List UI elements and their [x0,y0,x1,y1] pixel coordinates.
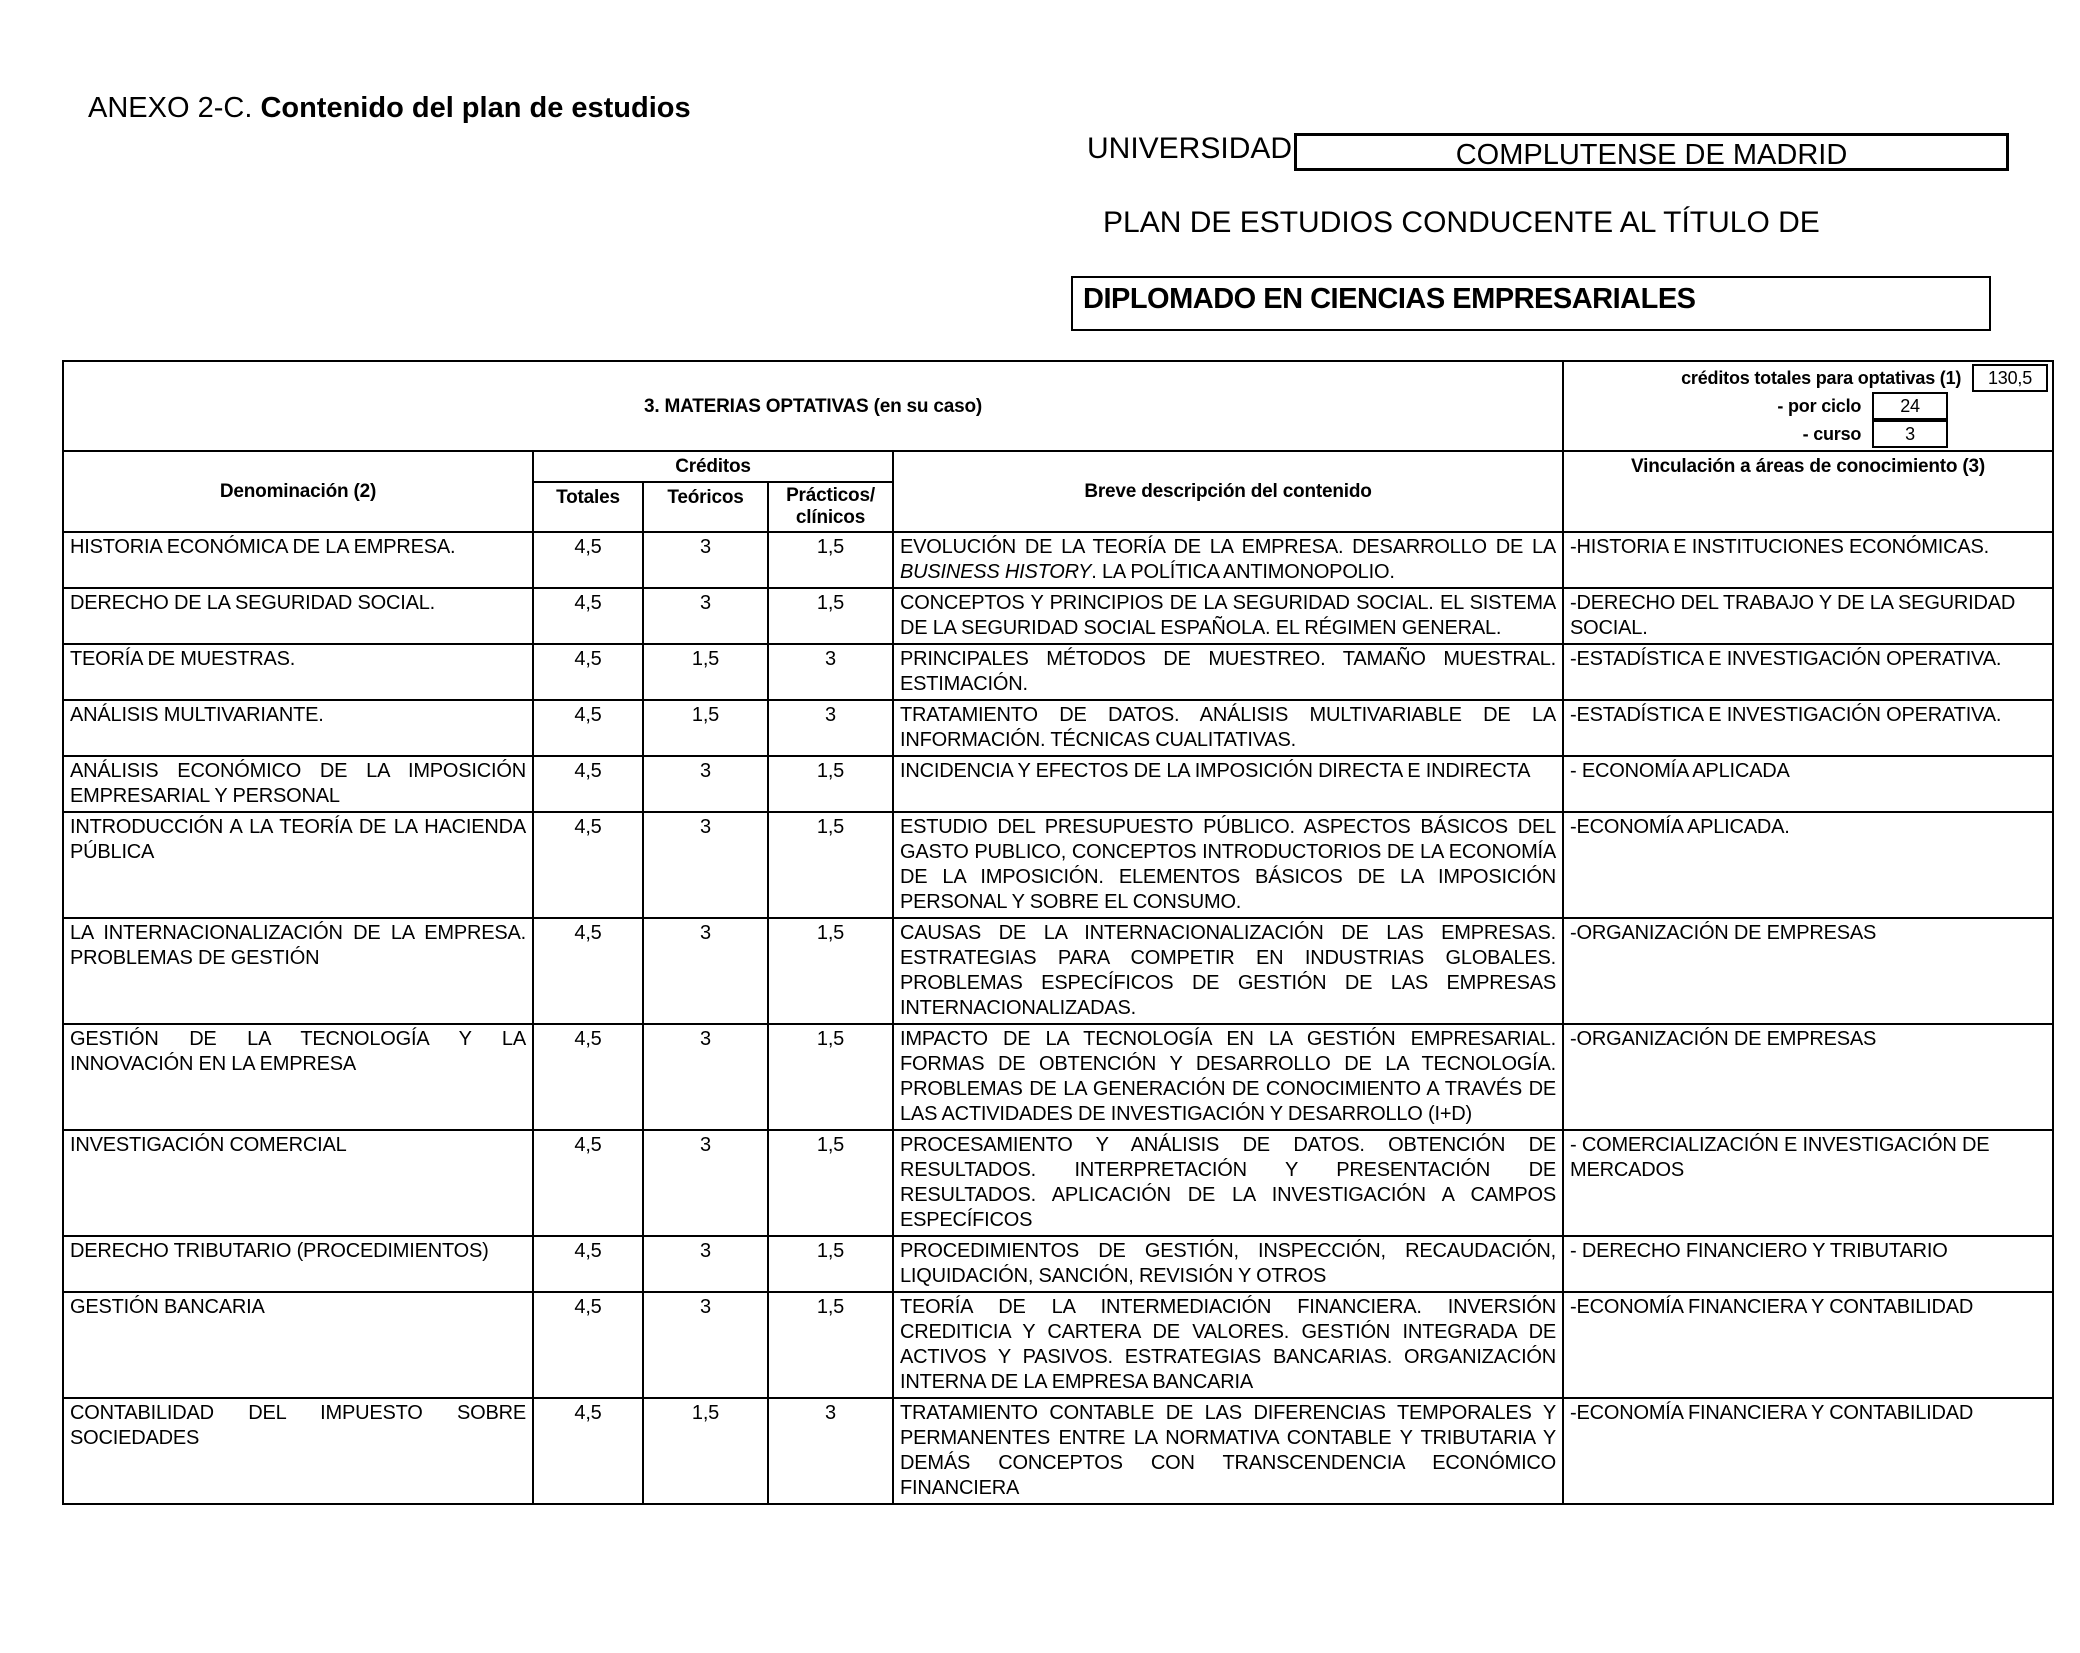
credits-total: 4,5 [533,1292,643,1398]
subject-name: ANÁLISIS ECONÓMICO DE LA IMPOSICIÓN EMPRESARIAL Y PERSONAL [63,756,533,812]
subject-name: CONTABILIDAD DEL IMPUESTO SOBRE SOCIEDADES [63,1398,533,1504]
per-course-label: - curso [1802,424,1862,444]
subject-description: TRATAMIENTO DE DATOS. ANÁLISIS MULTIVARIABLE DE LA INFORMACIÓN. TÉCNICAS CUALITATIVAS. [893,700,1563,756]
credits-theory: 3 [643,1292,768,1398]
credits-theory: 3 [643,588,768,644]
table-row [63,812,2053,918]
credits-total: 4,5 [533,1398,643,1504]
knowledge-area: - ECONOMÍA APLICADA [1563,756,2053,812]
credits-total: 4,5 [533,1236,643,1292]
credits-total: 4,5 [533,588,643,644]
subject-description: ESTUDIO DEL PRESUPUESTO PÚBLICO. ASPECTOS BÁSICOS DEL GASTO PUBLICO, CONCEPTOS INTRODUCTORIOS DE LA ECONOMÍA DE LA IMPOSICIÓN. ELEMENTOS BÁSICOS DE LA IMPOSICIÓN PERSONAL Y SOBRE EL CONSUMO. [893,812,1563,918]
subject-description: PRINCIPALES MÉTODOS DE MUESTREO. TAMAÑO MUESTRAL. ESTIMACIÓN. [893,644,1563,700]
credits-summary [1563,361,2053,451]
subject-name: INVESTIGACIÓN COMERCIAL [63,1130,533,1236]
credits-theory: 3 [643,756,768,812]
knowledge-area: -ESTADÍSTICA E INVESTIGACIÓN OPERATIVA. [1563,700,2053,756]
credits-total: 4,5 [533,918,643,1024]
description-part: . LA POLÍTICA ANTIMONOPOLIO. [1091,561,1395,583]
subject-description: CONCEPTOS Y PRINCIPIOS DE LA SEGURIDAD SOCIAL. EL SISTEMA DE LA SEGURIDAD SOCIAL ESPAÑOLA. EL RÉGIMEN GENERAL. [893,588,1563,644]
col-theoretical: Teóricos [643,482,768,532]
knowledge-area: - DERECHO FINANCIERO Y TRIBUTARIO [1563,1236,2053,1292]
knowledge-area: -ORGANIZACIÓN DE EMPRESAS [1563,1024,2053,1130]
credits-total: 4,5 [533,644,643,700]
credits-theory: 1,5 [643,644,768,700]
credits-practice: 1,5 [768,918,893,1024]
subject-name: HISTORIA ECONÓMICA DE LA EMPRESA. [63,532,533,588]
annex-prefix: ANEXO 2-C. [88,92,253,124]
table-row [63,1024,2053,1130]
col-practical: Prácticos/ clínicos [768,482,893,532]
credits-total-line [1568,364,2048,392]
subject-description: PROCESAMIENTO Y ANÁLISIS DE DATOS. OBTENCIÓN DE RESULTADOS. INTERPRETACIÓN Y PRESENTACIÓN DE RESULTADOS. APLICACIÓN DE LA INVESTIGACIÓN A CAMPOS ESPECÍFICOS [893,1130,1563,1236]
subject-description: TEORÍA DE LA INTERMEDIACIÓN FINANCIERA. INVERSIÓN CREDITICIA Y CARTERA DE VALORES. GESTIÓN INTEGRADA DE ACTIVOS Y PASIVOS. ESTRATEGIAS BANCARIAS. ORGANIZACIÓN INTERNA DE LA EMPRESA BANCARIA [893,1292,1563,1398]
annex-title: Contenido del plan de estudios [260,92,691,124]
table-row [63,1292,2053,1398]
credits-total: 4,5 [533,1024,643,1130]
credits-total: 4,5 [533,1130,643,1236]
description-part: EVOLUCIÓN DE LA TEORÍA DE LA EMPRESA. DESARROLLO DE LA [900,536,1557,558]
table-row [63,1236,2053,1292]
annex-heading [88,92,691,125]
col-denomination: Denominación (2) [63,451,533,532]
credits-total: 4,5 [533,812,643,918]
subject-description: INCIDENCIA Y EFECTOS DE LA IMPOSICIÓN DIRECTA E INDIRECTA [893,756,1563,812]
credits-theory: 3 [643,1024,768,1130]
subject-description: CAUSAS DE LA INTERNACIONALIZACIÓN DE LAS EMPRESAS. ESTRATEGIAS PARA COMPETIR EN INDUSTRIAS GLOBALES. PROBLEMAS ESPECÍFICOS DE GESTIÓN DE LAS EMPRESAS INTERNACIONALIZADAS. [893,918,1563,1024]
credits-total: 4,5 [533,756,643,812]
credits-total: 4,5 [533,532,643,588]
table-row [63,644,2053,700]
credits-total: 4,5 [533,700,643,756]
plan-label: PLAN DE ESTUDIOS CONDUCENTE AL TÍTULO DE [1103,206,1820,239]
knowledge-area: -DERECHO DEL TRABAJO Y DE LA SEGURIDAD SOCIAL. [1563,588,2053,644]
credits-practice: 3 [768,1398,893,1504]
credits-practice: 1,5 [768,756,893,812]
subject-name: DERECHO DE LA SEGURIDAD SOCIAL. [63,588,533,644]
university-name-box: COMPLUTENSE DE MADRID [1294,133,2009,171]
table-row [63,588,2053,644]
subject-description [893,532,1563,588]
credits-theory: 1,5 [643,700,768,756]
table-row [63,918,2053,1024]
credits-practice: 1,5 [768,812,893,918]
credits-theory: 3 [643,812,768,918]
university-label: UNIVERSIDAD [1087,132,1293,165]
subject-name: TEORÍA DE MUESTRAS. [63,644,533,700]
credits-theory: 3 [643,1236,768,1292]
credits-practice: 1,5 [768,1236,893,1292]
knowledge-area: -ECONOMÍA FINANCIERA Y CONTABILIDAD [1563,1292,2053,1398]
credits-total-label: créditos totales para optativas (1) [1681,368,1962,388]
credits-practice: 3 [768,700,893,756]
table-row [63,700,2053,756]
per-cycle-value: 24 [1872,392,1948,420]
table-row [63,756,2053,812]
credits-theory: 3 [643,918,768,1024]
table-row [63,1130,2053,1236]
subject-name: GESTIÓN DE LA TECNOLOGÍA Y LA INNOVACIÓN EN LA EMPRESA [63,1024,533,1130]
subject-name: ANÁLISIS MULTIVARIANTE. [63,700,533,756]
description-emphasis: BUSINESS HISTORY [900,561,1092,583]
per-course-value: 3 [1872,420,1948,448]
credits-practice: 1,5 [768,1292,893,1398]
subject-name: LA INTERNACIONALIZACIÓN DE LA EMPRESA. PROBLEMAS DE GESTIÓN [63,918,533,1024]
section-title: 3. MATERIAS OPTATIVAS (en su caso) [63,361,1563,451]
credits-total-value: 130,5 [1972,364,2048,392]
table-row [63,1398,2053,1504]
subject-name: DERECHO TRIBUTARIO (PROCEDIMIENTOS) [63,1236,533,1292]
subject-name: GESTIÓN BANCARIA [63,1292,533,1398]
knowledge-area: -ORGANIZACIÓN DE EMPRESAS [1563,918,2053,1024]
subject-description: PROCEDIMIENTOS DE GESTIÓN, INSPECCIÓN, RECAUDACIÓN, LIQUIDACIÓN, SANCIÓN, REVISIÓN Y OTROS [893,1236,1563,1292]
col-totals: Totales [533,482,643,532]
knowledge-area: - COMERCIALIZACIÓN E INVESTIGACIÓN DE MERCADOS [1563,1130,2053,1236]
credits-practice: 1,5 [768,1130,893,1236]
optional-subjects-table [62,360,2054,1505]
section-header-row [63,361,2053,451]
subject-description: IMPACTO DE LA TECNOLOGÍA EN LA GESTIÓN EMPRESARIAL. FORMAS DE OBTENCIÓN Y DESARROLLO DE LA TECNOLOGÍA. PROBLEMAS DE LA GENERACIÓN DE CONOCIMIENTO A TRAVÉS DE LAS ACTIVIDADES DE INVESTIGACIÓN Y DESARROLLO (I+D) [893,1024,1563,1130]
credits-practice: 1,5 [768,532,893,588]
col-description: Breve descripción del contenido [893,451,1563,532]
column-header-row-1 [63,451,2053,482]
subject-description: TRATAMIENTO CONTABLE DE LAS DIFERENCIAS TEMPORALES Y PERMANENTES ENTRE LA NORMATIVA CONTABLE Y TRIBUTARIA Y DEMÁS CONCEPTOS CON TRANSCENDENCIA ECONÓMICO FINANCIERA [893,1398,1563,1504]
knowledge-area: -ECONOMÍA FINANCIERA Y CONTABILIDAD [1563,1398,2053,1504]
col-credits: Créditos [533,451,893,482]
knowledge-area: -ESTADÍSTICA E INVESTIGACIÓN OPERATIVA. [1563,644,2053,700]
credits-theory: 1,5 [643,1398,768,1504]
credits-theory: 3 [643,1130,768,1236]
per-cycle-label: - por ciclo [1777,396,1862,416]
table-row [63,532,2053,588]
per-cycle-line [1568,392,2048,420]
col-areas: Vinculación a áreas de conocimiento (3) [1563,451,2053,532]
knowledge-area: -HISTORIA E INSTITUCIONES ECONÓMICAS. [1563,532,2053,588]
per-course-line [1568,420,2048,448]
credits-theory: 3 [643,532,768,588]
credits-practice: 1,5 [768,1024,893,1130]
subject-name: INTRODUCCIÓN A LA TEORÍA DE LA HACIENDA PÚBLICA [63,812,533,918]
credits-practice: 1,5 [768,588,893,644]
credits-practice: 3 [768,644,893,700]
degree-title-box: DIPLOMADO EN CIENCIAS EMPRESARIALES [1071,276,1991,331]
knowledge-area: -ECONOMÍA APLICADA. [1563,812,2053,918]
